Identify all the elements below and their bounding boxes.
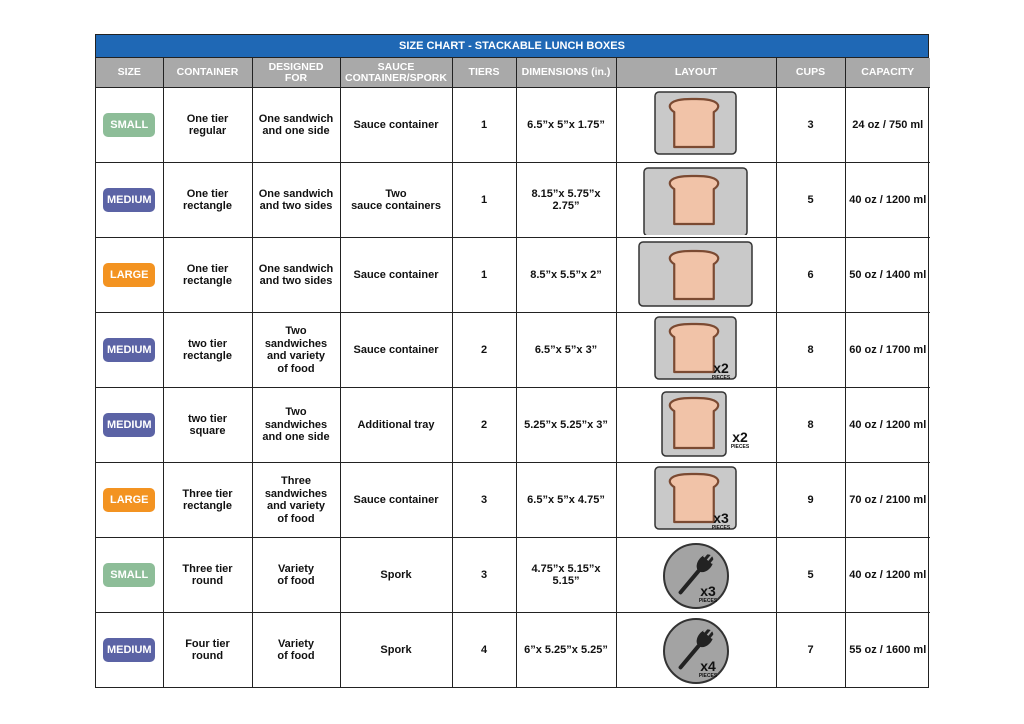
tiers-cell: 3 — [452, 463, 516, 538]
designed-for-cell: One sandwich and two sides — [252, 238, 340, 313]
bread-icon — [670, 398, 718, 448]
layout-cell — [616, 238, 776, 313]
size-cell — [96, 238, 163, 313]
cups-cell: 6 — [776, 238, 845, 313]
size-chart — [95, 34, 929, 688]
dimensions-cell: 8.15”x 5.75”x 2.75” — [516, 163, 616, 238]
container-cell: One tier rectangle — [163, 238, 252, 313]
table-row — [96, 163, 930, 238]
sauce-cell: Sauce container — [340, 313, 452, 388]
column-header-container: CONTAINER — [163, 58, 252, 88]
column-header-size: SIZE — [96, 58, 163, 88]
cups-cell: 9 — [776, 463, 845, 538]
capacity-cell: 40 oz / 1200 ml — [845, 388, 930, 463]
dimensions-cell: 6.5”x 5”x 1.75” — [516, 88, 616, 163]
capacity-cell: 40 oz / 1200 ml — [845, 538, 930, 613]
bread-icon — [670, 99, 718, 147]
designed-for-cell: Two sandwiches and one side — [252, 388, 340, 463]
tiers-cell: 1 — [452, 163, 516, 238]
capacity-cell: 24 oz / 750 ml — [845, 88, 930, 163]
sauce-cell: Two sauce containers — [340, 163, 452, 238]
table-row — [96, 463, 930, 538]
size-cell — [96, 388, 163, 463]
tiers-cell: 1 — [452, 238, 516, 313]
cups-cell: 3 — [776, 88, 845, 163]
size-cell — [96, 613, 163, 688]
designed-for-cell: Variety of food — [252, 538, 340, 613]
table-row — [96, 388, 930, 463]
size-cell — [96, 313, 163, 388]
designed-for-cell: One sandwich and one side — [252, 88, 340, 163]
sauce-cell: Additional tray — [340, 388, 452, 463]
size-badge: LARGE — [103, 263, 155, 287]
column-header-sauce-spork: SAUCE CONTAINER/SPORK — [340, 58, 452, 88]
piece-count: x3 — [700, 583, 716, 599]
sauce-cell: Sauce container — [340, 88, 452, 163]
size-badge: MEDIUM — [103, 188, 155, 212]
size-badge: MEDIUM — [103, 413, 155, 437]
designed-for-cell: Variety of food — [252, 613, 340, 688]
size-cell — [96, 163, 163, 238]
column-header-dimensions: DIMENSIONS (in.) — [516, 58, 616, 88]
tiers-cell: 2 — [452, 313, 516, 388]
table-row — [96, 613, 930, 688]
tiers-cell: 4 — [452, 613, 516, 688]
column-header-tiers: TIERS — [452, 58, 516, 88]
cups-cell: 8 — [776, 388, 845, 463]
bread-icon — [670, 176, 718, 224]
capacity-cell: 70 oz / 2100 ml — [845, 463, 930, 538]
sauce-cell: Sauce container — [340, 463, 452, 538]
piece-count: x3 — [713, 510, 729, 526]
size-cell — [96, 88, 163, 163]
dimensions-cell: 6.5”x 5”x 3” — [516, 313, 616, 388]
column-header-layout: LAYOUT — [616, 58, 776, 88]
chart-title: SIZE CHART - STACKABLE LUNCH BOXES — [96, 35, 928, 58]
container-cell: Four tier round — [163, 613, 252, 688]
column-header-designed-for: DESIGNED FOR — [252, 58, 340, 88]
cups-cell: 5 — [776, 538, 845, 613]
container-cell: Three tier round — [163, 538, 252, 613]
tiers-cell: 2 — [452, 388, 516, 463]
capacity-cell: 50 oz / 1400 ml — [845, 238, 930, 313]
pieces-label: PIECES — [730, 444, 750, 450]
dimensions-cell: 4.75”x 5.15”x 5.15” — [516, 538, 616, 613]
layout-cell — [616, 88, 776, 163]
table-row — [96, 88, 930, 163]
column-header-capacity: CAPACITY — [845, 58, 930, 88]
size-badge: MEDIUM — [103, 338, 155, 362]
capacity-cell: 60 oz / 1700 ml — [845, 313, 930, 388]
sandwich-tray-icon — [626, 165, 766, 235]
pieces-label: PIECES — [711, 525, 731, 531]
layout-cell — [616, 463, 776, 538]
size-badge: MEDIUM — [103, 638, 155, 662]
cups-cell: 7 — [776, 613, 845, 688]
column-header-cups: CUPS — [776, 58, 845, 88]
dimensions-cell: 6.5”x 5”x 4.75” — [516, 463, 616, 538]
capacity-cell: 55 oz / 1600 ml — [845, 613, 930, 688]
designed-for-cell: Three sandwiches and variety of food — [252, 463, 340, 538]
sauce-cell: Spork — [340, 613, 452, 688]
container-cell: One tier regular — [163, 88, 252, 163]
piece-count: x2 — [713, 360, 729, 376]
layout-cell — [616, 313, 776, 388]
piece-count: x2 — [732, 429, 748, 445]
container-cell: two tier rectangle — [163, 313, 252, 388]
piece-count: x4 — [700, 658, 716, 674]
designed-for-cell: One sandwich and two sides — [252, 163, 340, 238]
bread-icon — [670, 324, 718, 372]
pieces-label: PIECES — [698, 598, 718, 604]
table-row — [96, 238, 930, 313]
sandwich-tray-icon — [626, 465, 766, 535]
layout-cell — [616, 613, 776, 688]
layout-cell — [616, 538, 776, 613]
pieces-label: PIECES — [711, 375, 731, 381]
tiers-cell: 3 — [452, 538, 516, 613]
container-cell: Three tier rectangle — [163, 463, 252, 538]
table-row — [96, 538, 930, 613]
size-badge: SMALL — [103, 113, 155, 137]
dimensions-cell: 8.5”x 5.5”x 2” — [516, 238, 616, 313]
sauce-cell: Sauce container — [340, 238, 452, 313]
size-cell — [96, 463, 163, 538]
capacity-cell: 40 oz / 1200 ml — [845, 163, 930, 238]
dimensions-cell: 5.25”x 5.25”x 3” — [516, 388, 616, 463]
designed-for-cell: Two sandwiches and variety of food — [252, 313, 340, 388]
size-badge: SMALL — [103, 563, 155, 587]
sandwich-tray-icon — [626, 390, 766, 460]
bread-icon — [670, 251, 718, 299]
sauce-cell: Spork — [340, 538, 452, 613]
container-cell: two tier square — [163, 388, 252, 463]
sandwich-tray-icon — [626, 90, 766, 160]
size-table — [96, 58, 930, 687]
cups-cell: 8 — [776, 313, 845, 388]
spork-round-icon — [626, 615, 766, 685]
spork-round-icon — [626, 540, 766, 610]
bread-icon — [670, 474, 718, 522]
pieces-label: PIECES — [698, 673, 718, 679]
sandwich-tray-icon — [626, 240, 766, 310]
size-badge: LARGE — [103, 488, 155, 512]
cups-cell: 5 — [776, 163, 845, 238]
dimensions-cell: 6”x 5.25”x 5.25” — [516, 613, 616, 688]
layout-cell — [616, 163, 776, 238]
size-cell — [96, 538, 163, 613]
layout-cell — [616, 388, 776, 463]
table-row — [96, 313, 930, 388]
sandwich-tray-icon — [626, 315, 766, 385]
container-cell: One tier rectangle — [163, 163, 252, 238]
tiers-cell: 1 — [452, 88, 516, 163]
column-header-row — [96, 58, 930, 88]
